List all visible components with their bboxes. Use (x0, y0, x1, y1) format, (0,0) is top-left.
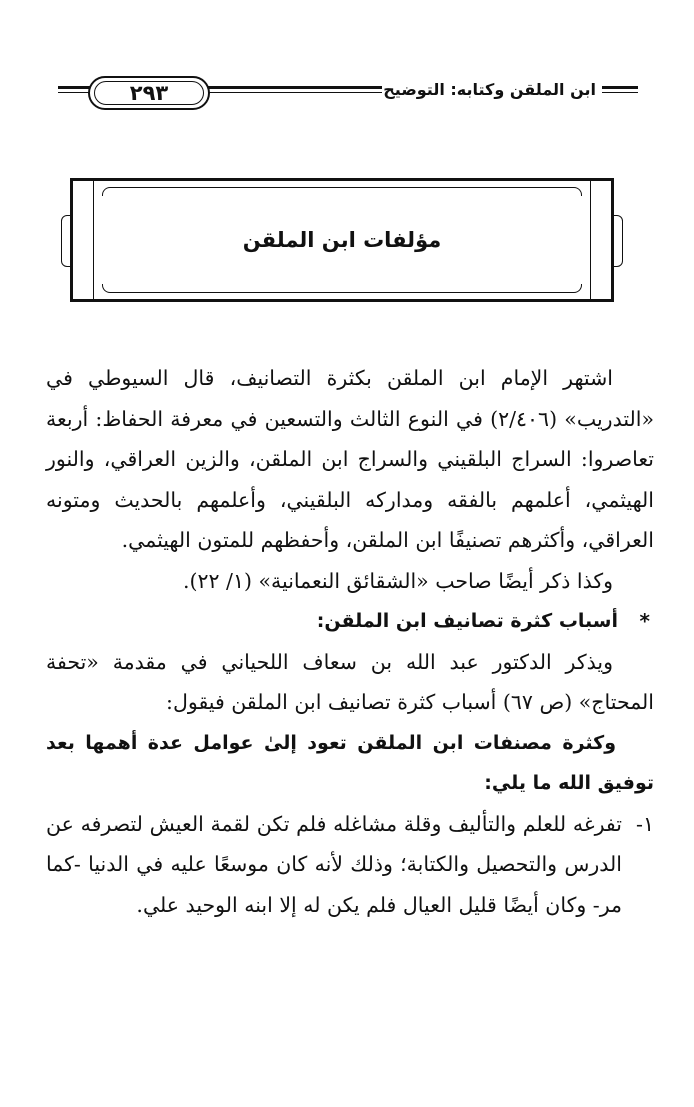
list-marker: ١- (636, 811, 654, 836)
section-heading-text: أسباب كثرة تصانيف ابن الملقن: (316, 610, 618, 632)
paragraph-also: وكذا ذكر أيضًا صاحب «الشقائق النعمانية» (١/ ٢٢). (182, 568, 613, 593)
page-number-badge (88, 76, 210, 110)
paragraph-bold-statement: وكثرة مصنفات ابن الملقن تعود إلىٰ عوامل عدة أهمها بعد توفيق الله ما يلي: (46, 731, 654, 794)
header-rule (602, 86, 638, 89)
running-header (58, 70, 638, 114)
header-rule (58, 86, 90, 89)
list-item-text: تفرغه للعلم والتأليف وقلة مشاغله فلم تكن لقمة العيش لتصرفه عن الدرس والتحصيل والكتابة؛ وذلك لأنه كان موسعًا عليه في الدنيا -كما مر- وكان أيضًا قليل العيال فلم يكن له إلا ابنه الوحيد علي. (46, 811, 622, 917)
chapter-title-frame (70, 178, 614, 302)
header-rule (602, 92, 638, 93)
page-number: ٢٩٣ (129, 81, 169, 105)
star-marker: * (639, 609, 650, 633)
paragraph-intro: اشتهر الإمام ابن الملقن بكثرة التصانيف، قال السيوطي في «التدريب» (٢/٤٠٦) في النوع الثالث والتسعين في معرفة الحفاظ: أربعة تعاصروا: السراج البلقيني والسراج ابن الملقن، والزين العراقي، والنور الهيثمي، أعلمهم بالفقه ومداركه البلقيني، وأعلمهم بالحديث ومتونه العراقي، وأكثرهم تصنيفًا ابن الملقن، وأحفظهم للمتون الهيثمي. (46, 366, 654, 552)
list-item (46, 804, 654, 926)
body-text (46, 358, 654, 925)
paragraph-quote-intro: ويذكر الدكتور عبد الله بن سعاف اللحياني في مقدمة «تحفة المحتاج» (ص ٦٧) أسباب كثرة تصانيف ابن الملقن فيقول: (46, 649, 654, 714)
header-rule (58, 92, 90, 93)
header-rule (206, 92, 382, 93)
section-heading (46, 601, 654, 642)
chapter-title: مؤلفات ابن الملقن (242, 228, 442, 252)
running-title: ابن الملقن وكتابه: التوضيح (383, 80, 596, 99)
frame-ornament (61, 215, 71, 267)
header-rule (206, 86, 382, 89)
frame-ornament (613, 215, 623, 267)
